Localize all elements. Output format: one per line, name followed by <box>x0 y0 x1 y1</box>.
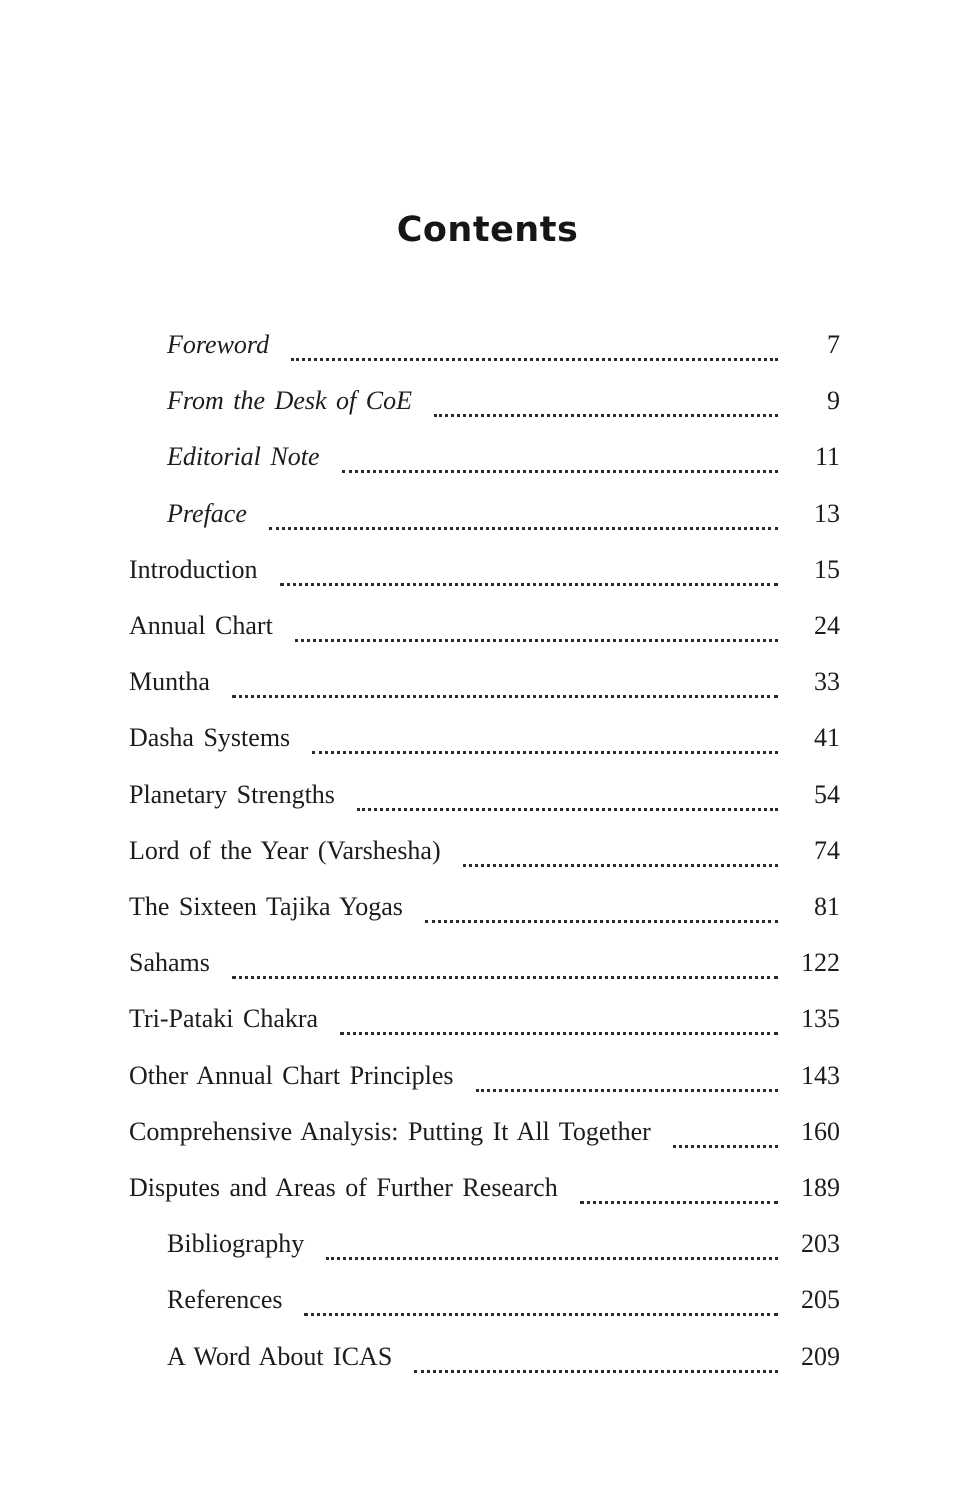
toc-entry[interactable] <box>129 1117 840 1157</box>
dot-leader <box>269 523 778 530</box>
dot-leader <box>673 1141 778 1148</box>
toc-entry[interactable] <box>129 1004 840 1044</box>
dot-leader <box>232 691 778 698</box>
toc-entry[interactable] <box>167 1342 840 1382</box>
page-title: Contents <box>396 210 579 250</box>
toc-entry[interactable] <box>167 330 840 370</box>
toc-entry-page-number: 24 <box>814 611 840 640</box>
dot-leader <box>340 1028 778 1035</box>
toc-entry-title: Disputes and Areas of Further Research <box>129 1173 558 1202</box>
toc-entry-title: Editorial Note <box>167 442 320 471</box>
dot-leader <box>291 354 778 361</box>
toc-entry-page-number: 13 <box>814 499 840 528</box>
toc-entry[interactable] <box>129 723 840 763</box>
toc-entry-page-number: 81 <box>814 892 840 921</box>
toc-entry-title: References <box>167 1285 283 1314</box>
toc-entry-title: Dasha Systems <box>129 723 291 752</box>
toc-entry-page-number: 160 <box>801 1117 840 1146</box>
toc-entry[interactable] <box>129 948 840 988</box>
toc-entry[interactable] <box>167 499 840 539</box>
dot-leader <box>326 1253 778 1260</box>
toc-entry-page-number: 189 <box>801 1173 840 1202</box>
toc-entry-page-number: 143 <box>801 1061 840 1090</box>
dot-leader <box>425 916 778 923</box>
dot-leader <box>342 466 779 473</box>
toc-entry-page-number: 205 <box>801 1285 840 1314</box>
toc-entry[interactable] <box>167 442 840 482</box>
dot-leader <box>304 1309 778 1316</box>
toc-entry-title: Planetary Strengths <box>129 780 335 809</box>
toc-entry[interactable] <box>129 555 840 595</box>
toc-entry-title: Foreword <box>167 330 270 359</box>
toc-entry[interactable] <box>167 1285 840 1325</box>
dot-leader <box>232 972 778 979</box>
toc-entry[interactable] <box>167 386 840 426</box>
toc-entry-title: From the Desk of CoE <box>167 386 412 415</box>
toc-entry-title: Annual Chart <box>129 611 273 640</box>
toc-entry[interactable] <box>129 1061 840 1101</box>
toc-entry-title: Bibliography <box>167 1229 305 1258</box>
toc-entry[interactable] <box>129 892 840 932</box>
toc-entry[interactable] <box>129 1173 840 1213</box>
toc-entry-page-number: 54 <box>814 780 840 809</box>
dot-leader <box>434 410 778 417</box>
toc-entry-title: Preface <box>167 499 247 528</box>
toc-entry-page-number: 41 <box>814 723 840 752</box>
toc-entry-title: Lord of the Year (Varshesha) <box>129 836 441 865</box>
toc-entry-page-number: 209 <box>801 1342 840 1371</box>
toc-entry[interactable] <box>129 780 840 820</box>
toc-entry[interactable] <box>129 667 840 707</box>
toc-entry-page-number: 7 <box>827 330 840 359</box>
dot-leader <box>295 635 778 642</box>
toc-entry-page-number: 122 <box>801 948 840 977</box>
dot-leader <box>476 1085 778 1092</box>
toc-entry-title: Muntha <box>129 667 210 696</box>
toc-entry-page-number: 74 <box>814 836 840 865</box>
toc-entry[interactable] <box>129 836 840 876</box>
toc-entry-page-number: 135 <box>801 1004 840 1033</box>
toc-entry[interactable] <box>129 611 840 651</box>
toc-entry-title: Other Annual Chart Principles <box>129 1061 454 1090</box>
toc-entry-title: Tri-Pataki Chakra <box>129 1004 319 1033</box>
toc-entry-title: Sahams <box>129 948 210 977</box>
toc-entry-page-number: 9 <box>827 386 840 415</box>
toc-entry-page-number: 15 <box>814 555 840 584</box>
toc-entry-page-number: 203 <box>801 1229 840 1258</box>
dot-leader <box>580 1197 778 1204</box>
toc-entry-page-number: 11 <box>814 442 840 471</box>
dot-leader <box>463 860 778 867</box>
toc-entry-page-number: 33 <box>814 667 840 696</box>
dot-leader <box>414 1366 778 1373</box>
toc-entry-title: Introduction <box>129 555 258 584</box>
toc-entry[interactable] <box>167 1229 840 1269</box>
toc-entry-title: Comprehensive Analysis: Putting It All Together <box>129 1117 651 1146</box>
toc-entry-title: The Sixteen Tajika Yogas <box>129 892 403 921</box>
toc-entry-title: A Word About ICAS <box>167 1342 393 1371</box>
dot-leader <box>280 579 778 586</box>
dot-leader <box>357 804 778 811</box>
dot-leader <box>312 747 778 754</box>
